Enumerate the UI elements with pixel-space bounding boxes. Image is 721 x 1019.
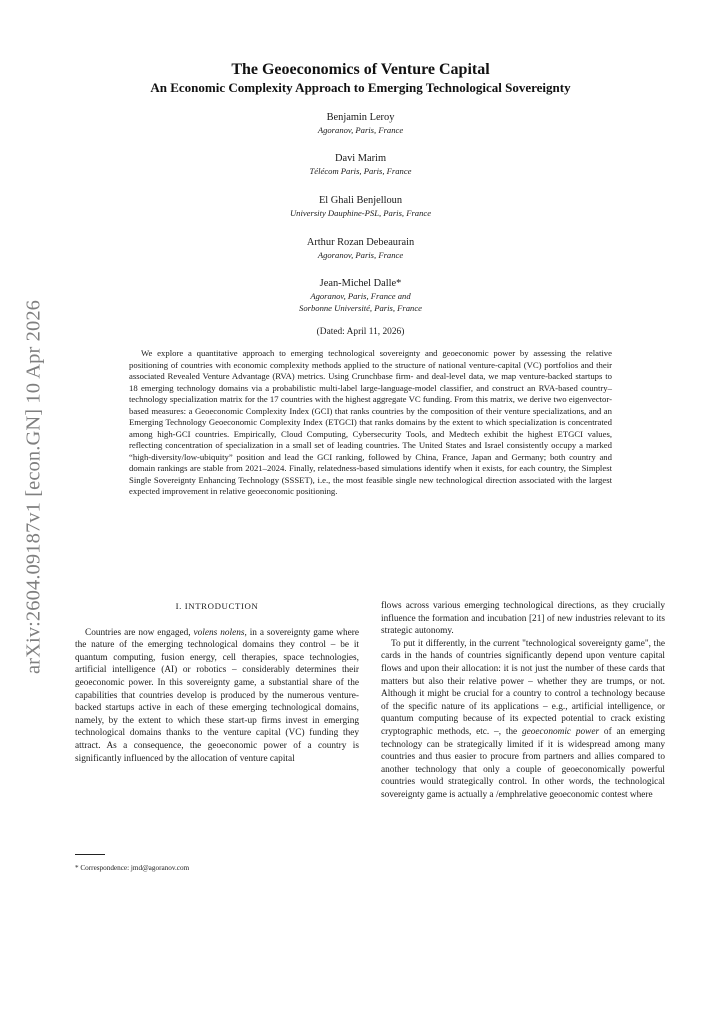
right-column: [381, 600, 665, 802]
author-block: [0, 277, 721, 314]
author-affiliation: University Dauphine-PSL, Paris, France: [289, 208, 432, 218]
author-block: [0, 194, 721, 219]
paper-subtitle: An Economic Complexity Approach to Emerging Technological Sovereignty: [150, 80, 571, 95]
emphasis-text: geoeconomic power: [522, 726, 600, 737]
section-heading: I. INTRODUCTION: [175, 601, 259, 611]
author-name: Arthur Rozan Debeaurain: [306, 237, 415, 248]
emphasis-text: volens nolens: [193, 627, 245, 638]
footnote-rule: [75, 854, 105, 855]
arxiv-identifier: arXiv:2604.09187v1 [econ.GN] 10 Apr 2026: [22, 299, 45, 675]
author-block: [0, 152, 721, 177]
author-block: [0, 236, 721, 261]
author-block: [0, 111, 721, 136]
intro-paragraph: To put it differently, in the current "technological sovereignty game", the cards in the hands of countries significantly depend upon venture capital flows and upon their allocation: it is not just the number of these cards that matters but also their relative power – whether they are trumps, or not. Although it might be crucial for a country to control a technology because of the specific nature of its applications – e.g., artificial intelligence, or quantum computing because of its expected potential to crack existing cryptographic methods, etc. –, the geoeconomic power of an emerging technology can be strategically limited if it is widespread among many countries and thus easier to procure from partners and allies compared to another technology that only a couple of geoeconomically powerful countries would strategically control. In other words, the technological sovereignty game is actually a /emphrelative geoeconomic contest where: [381, 638, 665, 800]
paper-title: The Geoeconomics of Venture Capital: [231, 61, 490, 78]
intro-paragraph: Countries are now engaged, volens nolens, in a sovereignty game where the nature of the emerging technological domains they control – be it quantum computing, fusion energy, cell therapies, space technologies, artificial intelligence (AI) or robotics – considerably determines their geoeconomic power. In this sovereignty game, a substantial share of the capabilities that countries develop is produced by the numerous venture-backed startups active in each of these emerging technological domains, namely, by the extent to which these start-up firms invest in emerging technological domains thanks to the venture capital (VC) funding they attract. As a consequence, the geoeconomic power of a country is significantly influenced by the allocation of venture capital: [75, 627, 359, 764]
author-name: Davi Marim: [334, 153, 387, 164]
author-name: El Ghali Benjelloun: [318, 195, 403, 206]
dated-line: (Dated: April 11, 2026): [316, 327, 405, 337]
author-name: Jean-Michel Dalle*: [319, 278, 402, 289]
abstract: We explore a quantitative approach to emerging technological sovereignty and geoeconomic power by assessing the relative positioning of countries with economic complexity methods applied to the structure of national venture-capital (VC) portfolios and their associated Revealed Venture Advantage (RVA) metrics. Using Crunchbase firm- and deal-level data, we map venture-backed startups to 18 emerging technology domains via a probabilistic multi-label large-language-model classifier, and construct an RVA-based country–technology specialization matrix for the 17 countries with the highest aggregate VC funding. From this matrix, we derive two eigenvector-based measures: a Geoeconomic Complexity Index (GCI) that ranks countries by the composition of their venture specializations, and an Emerging Technology Geoeconomic Complexity Index (ETGCI) that ranks domains by the extent to which specialization is concentrated among high-GCI countries. Empirically, Cloud Computing, Cybersecurity Tools, and Medtech exhibit the highest ETGCI values, reflecting concentration of specialization in a small set of leading countries. The United States and Israel consistently occupy a marked “high-diversity/low-ubiquity” position and lead the GCI ranking, followed by China, France, Japan and Germany; both country and domain rankings are stable from 2021–2024. Finally, relatedness-based simulations identify when it exists, for each country, the Simplest Single Sovereignty Enhancing Technology (SSSET), i.e., the most feasible single new technological direction associated with the largest expected improvement in relative geoeconomic positioning.: [129, 348, 612, 496]
author-affiliation: Agoranov, Paris, France and: [310, 291, 411, 301]
author-affiliation: Agoranov, Paris, France: [317, 125, 404, 135]
left-column: [75, 597, 359, 765]
author-name: Benjamin Leroy: [326, 112, 395, 123]
author-affiliation-secondary: Sorbonne Université, Paris, France: [299, 303, 422, 313]
footnote: * Correspondence: jmd@agoranov.com: [75, 864, 190, 872]
author-affiliation: Agoranov, Paris, France: [317, 250, 404, 260]
intro-paragraph: flows across various emerging technological directions, as they crucially influence the formation and incubation [21] of new industries relevant to its strategic autonomy.: [381, 601, 665, 637]
author-affiliation: Télécom Paris, Paris, France: [309, 166, 412, 176]
